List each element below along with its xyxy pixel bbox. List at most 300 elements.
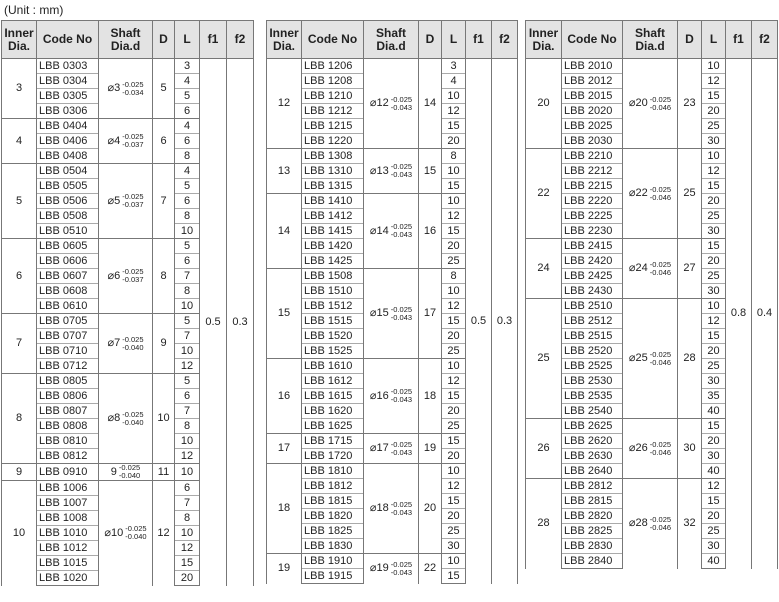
- length-cell: 10: [442, 284, 466, 299]
- code-no-cell: LBB 0607: [37, 269, 99, 284]
- length-cell: 10: [175, 526, 200, 541]
- code-no-cell: LBB 1610: [302, 359, 364, 374]
- code-no-cell: LBB 0810: [37, 434, 99, 449]
- code-no-cell: LBB 2012: [562, 74, 623, 89]
- outer-dia-cell: 7: [153, 164, 175, 239]
- shaft-value: [629, 516, 671, 532]
- code-no-cell: LBB 2825: [562, 524, 623, 539]
- code-no-cell: LBB 2812: [562, 479, 623, 494]
- code-no-cell: LBB 0910: [37, 464, 99, 481]
- outer-dia-cell: 6: [153, 119, 175, 164]
- inner-dia-cell: 16: [267, 359, 302, 434]
- length-cell: 12: [175, 449, 200, 464]
- length-cell: 25: [442, 419, 466, 434]
- length-cell: 20: [442, 509, 466, 524]
- inner-dia-cell: 15: [267, 269, 302, 359]
- outer-dia-cell: 20: [419, 464, 442, 554]
- tolerance-lower: -0.043: [390, 230, 413, 239]
- length-cell: 10: [442, 464, 466, 479]
- unit-label: (Unit : mm): [4, 3, 64, 17]
- length-cell: 10: [175, 299, 200, 314]
- shaft-tolerance: [122, 268, 143, 284]
- code-no-cell: LBB 2025: [562, 119, 623, 134]
- tolerance-lower: -0.046: [649, 267, 672, 277]
- length-cell: 12: [702, 74, 726, 89]
- shaft-dia-cell: [364, 434, 419, 464]
- tolerance-lower: -0.046: [649, 192, 672, 202]
- length-cell: 15: [702, 239, 726, 254]
- code-no-cell: LBB 1810: [302, 464, 364, 479]
- length-cell: 25: [702, 524, 726, 539]
- f2-cell: 0.3: [227, 59, 254, 586]
- code-no-cell: LBB 2510: [562, 299, 623, 314]
- code-no-cell: LBB 1615: [302, 389, 364, 404]
- code-no-cell: LBB 1412: [302, 209, 364, 224]
- inner-dia-cell: 24: [526, 239, 562, 299]
- code-no-cell: LBB 0505: [37, 179, 99, 194]
- shaft-value: [107, 268, 143, 284]
- code-no-cell: LBB 0608: [37, 284, 99, 299]
- inner-dia-cell: 26: [526, 419, 562, 479]
- length-cell: 10: [442, 194, 466, 209]
- shaft-value: [370, 223, 412, 239]
- shaft-dia-cell: [623, 239, 678, 299]
- header-l: L: [702, 21, 726, 59]
- outer-dia-cell: 18: [419, 359, 442, 434]
- header-code-no: Code No: [562, 21, 623, 59]
- shaft-dia-cell: [623, 479, 678, 569]
- length-cell: 4: [175, 119, 200, 134]
- length-cell: 12: [442, 479, 466, 494]
- shaft-value: [629, 351, 671, 367]
- length-cell: 15: [442, 389, 466, 404]
- header-d: D: [419, 21, 442, 59]
- shaft-dia-cell: [623, 59, 678, 149]
- code-no-cell: LBB 1620: [302, 404, 364, 419]
- code-no-cell: LBB 0305: [37, 89, 99, 104]
- code-no-cell: LBB 2820: [562, 509, 623, 524]
- code-no-cell: LBB 1206: [302, 59, 364, 74]
- shaft-dia-cell: [99, 374, 153, 464]
- shaft-value: [370, 501, 412, 517]
- shaft-dia-cell: [623, 149, 678, 239]
- code-no-cell: LBB 2015: [562, 89, 623, 104]
- length-cell: 12: [702, 314, 726, 329]
- shaft-value: [370, 561, 412, 577]
- header-f2: f2: [492, 21, 518, 59]
- length-cell: 5: [175, 179, 200, 194]
- code-no-cell: LBB 1812: [302, 479, 364, 494]
- tolerance-upper: -0.025: [122, 334, 144, 344]
- outer-dia-cell: 10: [153, 374, 175, 464]
- shaft-value: [629, 261, 671, 277]
- code-no-cell: LBB 1815: [302, 494, 364, 509]
- code-no-cell: LBB 2212: [562, 164, 623, 179]
- shaft-dia-cell: [99, 481, 153, 586]
- shaft-value: [107, 81, 143, 97]
- tolerance-lower: -0.040: [122, 417, 144, 427]
- tolerance-upper: -0.025: [122, 132, 144, 141]
- code-no-cell: LBB 1210: [302, 89, 364, 104]
- code-no-cell: LBB 1830: [302, 539, 364, 554]
- shaft-tolerance: [650, 261, 671, 277]
- inner-dia-cell: 18: [267, 464, 302, 554]
- code-no-cell: LBB 2220: [562, 194, 623, 209]
- outer-dia-cell: 5: [153, 59, 175, 119]
- length-cell: 15: [702, 179, 726, 194]
- shaft-value: [370, 441, 412, 457]
- length-cell: 7: [175, 496, 200, 511]
- code-no-cell: LBB 2430: [562, 284, 623, 299]
- shaft-dia-value: ⌀19: [369, 562, 389, 575]
- length-cell: 15: [442, 314, 466, 329]
- tolerance-upper: -0.025: [122, 409, 144, 419]
- table-row: [267, 59, 518, 74]
- length-cell: 25: [442, 524, 466, 539]
- inner-dia-cell: 28: [526, 479, 562, 569]
- shaft-tolerance: [122, 411, 143, 427]
- shaft-value: [104, 525, 146, 541]
- header-shaft-dia: Shaft Dia.d: [99, 21, 153, 59]
- code-no-cell: LBB 2535: [562, 389, 623, 404]
- code-no-cell: LBB 2020: [562, 104, 623, 119]
- code-no-cell: LBB 0712: [37, 359, 99, 374]
- shaft-tolerance: [122, 193, 143, 209]
- shaft-dia-cell: [623, 299, 678, 419]
- outer-dia-cell: 16: [419, 194, 442, 269]
- length-cell: 15: [702, 419, 726, 434]
- shaft-tolerance: [391, 501, 412, 517]
- shaft-value: [370, 96, 412, 112]
- shaft-value: [107, 133, 143, 149]
- header-inner-dia: Inner Dia.: [2, 21, 37, 59]
- code-no-cell: LBB 0705: [37, 314, 99, 329]
- tolerance-lower: -0.043: [390, 170, 413, 179]
- shaft-tolerance: [119, 464, 140, 480]
- shaft-dia-cell: [623, 419, 678, 479]
- length-cell: 8: [175, 511, 200, 526]
- length-cell: 6: [175, 194, 200, 209]
- length-cell: 10: [702, 299, 726, 314]
- code-no-cell: LBB 2415: [562, 239, 623, 254]
- inner-dia-cell: 19: [267, 554, 302, 584]
- code-no-cell: LBB 2525: [562, 359, 623, 374]
- shaft-dia-cell: [364, 59, 419, 149]
- length-cell: 20: [702, 509, 726, 524]
- code-no-cell: LBB 0707: [37, 329, 99, 344]
- length-cell: 30: [702, 539, 726, 554]
- code-no-cell: LBB 2530: [562, 374, 623, 389]
- shaft-dia-value: ⌀25: [628, 352, 648, 364]
- length-cell: 15: [442, 434, 466, 449]
- outer-dia-cell: 17: [419, 269, 442, 359]
- shaft-dia-cell: [364, 149, 419, 194]
- code-no-cell: LBB 0408: [37, 149, 99, 164]
- code-no-cell: LBB 2010: [562, 59, 623, 74]
- spec-table-1: [1, 20, 254, 586]
- length-cell: 15: [702, 89, 726, 104]
- f2-cell: 0.3: [492, 59, 518, 584]
- tolerance-lower: -0.037: [122, 275, 144, 284]
- code-no-cell: LBB 1015: [37, 556, 99, 571]
- shaft-tolerance: [650, 351, 671, 367]
- inner-dia-cell: 14: [267, 194, 302, 269]
- outer-dia-cell: 15: [419, 149, 442, 194]
- code-no-cell: LBB 2840: [562, 554, 623, 569]
- inner-dia-cell: 20: [526, 59, 562, 149]
- length-cell: 15: [442, 119, 466, 134]
- tolerance-upper: -0.025: [649, 514, 672, 524]
- tolerance-upper: -0.025: [125, 524, 147, 534]
- length-cell: 15: [442, 179, 466, 194]
- length-cell: 4: [175, 164, 200, 179]
- code-no-cell: LBB 1220: [302, 134, 364, 149]
- outer-dia-cell: 32: [678, 479, 702, 569]
- code-no-cell: LBB 1020: [37, 571, 99, 586]
- inner-dia-cell: 10: [2, 481, 37, 586]
- shaft-dia-cell: [99, 119, 153, 164]
- code-no-cell: LBB 0504: [37, 164, 99, 179]
- code-no-cell: LBB 0808: [37, 419, 99, 434]
- tolerance-lower: -0.043: [390, 395, 413, 404]
- shaft-dia-value: ⌀7: [107, 337, 121, 349]
- shaft-dia-cell: [364, 359, 419, 434]
- inner-dia-cell: 25: [526, 299, 562, 419]
- tolerance-upper: -0.025: [649, 259, 672, 269]
- tolerance-upper: -0.025: [649, 439, 672, 449]
- shaft-dia-cell: [99, 239, 153, 314]
- tolerance-lower: -0.046: [649, 357, 672, 367]
- length-cell: 4: [442, 74, 466, 89]
- shaft-tolerance: [391, 223, 412, 239]
- length-cell: 12: [702, 164, 726, 179]
- length-cell: 20: [442, 449, 466, 464]
- tolerance-lower: -0.043: [390, 312, 413, 322]
- tolerance-upper: -0.025: [122, 267, 144, 276]
- shaft-dia-value: ⌀6: [107, 269, 121, 282]
- length-cell: 10: [442, 359, 466, 374]
- length-cell: 20: [175, 571, 200, 586]
- shaft-dia-value: ⌀8: [107, 412, 121, 424]
- code-no-cell: LBB 0807: [37, 404, 99, 419]
- outer-dia-cell: 27: [678, 239, 702, 299]
- length-cell: 12: [175, 359, 200, 374]
- shaft-dia-value: ⌀15: [369, 307, 389, 319]
- code-no-cell: LBB 1525: [302, 344, 364, 359]
- tolerance-lower: -0.043: [390, 507, 413, 517]
- code-no-cell: LBB 1515: [302, 314, 364, 329]
- code-no-cell: LBB 1612: [302, 374, 364, 389]
- length-cell: 30: [702, 449, 726, 464]
- outer-dia-cell: 9: [153, 314, 175, 374]
- code-no-cell: LBB 1012: [37, 541, 99, 556]
- inner-dia-cell: 7: [2, 314, 37, 374]
- tolerance-upper: -0.025: [390, 387, 413, 396]
- code-no-cell: LBB 1007: [37, 496, 99, 511]
- tolerance-upper: -0.025: [649, 184, 672, 194]
- code-no-cell: LBB 2225: [562, 209, 623, 224]
- inner-dia-cell: 22: [526, 149, 562, 239]
- tolerance-lower: -0.034: [122, 87, 144, 97]
- tolerance-lower: -0.046: [649, 522, 672, 532]
- tolerance-upper: -0.025: [390, 559, 413, 569]
- length-cell: 40: [702, 404, 726, 419]
- inner-dia-cell: 4: [2, 119, 37, 164]
- outer-dia-cell: 12: [153, 481, 175, 586]
- length-cell: 10: [175, 434, 200, 449]
- shaft-tolerance: [122, 81, 143, 97]
- length-cell: 10: [175, 224, 200, 239]
- tolerance-lower: -0.040: [122, 342, 144, 352]
- tolerance-upper: -0.025: [649, 94, 672, 104]
- length-cell: 10: [702, 59, 726, 74]
- code-no-cell: LBB 1006: [37, 481, 99, 496]
- f1-cell: 0.5: [466, 59, 492, 584]
- length-cell: 20: [442, 239, 466, 254]
- tolerance-upper: -0.025: [390, 162, 413, 171]
- length-cell: 20: [702, 344, 726, 359]
- code-no-cell: LBB 1720: [302, 449, 364, 464]
- length-cell: 30: [702, 284, 726, 299]
- shaft-dia-value: ⌀24: [628, 262, 648, 274]
- length-cell: 20: [702, 254, 726, 269]
- length-cell: 20: [702, 434, 726, 449]
- tolerance-upper: -0.025: [390, 304, 413, 314]
- code-no-cell: LBB 2030: [562, 134, 623, 149]
- code-no-cell: LBB 2210: [562, 149, 623, 164]
- length-cell: 30: [702, 374, 726, 389]
- code-no-cell: LBB 0506: [37, 194, 99, 209]
- code-no-cell: LBB 2515: [562, 329, 623, 344]
- tolerance-upper: -0.025: [122, 192, 144, 201]
- header-l: L: [442, 21, 466, 59]
- length-cell: 6: [175, 104, 200, 119]
- code-no-cell: LBB 1715: [302, 434, 364, 449]
- length-cell: 10: [175, 344, 200, 359]
- length-cell: 4: [175, 74, 200, 89]
- table-row: [526, 59, 778, 74]
- shaft-dia-value: ⌀28: [628, 517, 648, 530]
- header-inner-dia: Inner Dia.: [267, 21, 302, 59]
- length-cell: 20: [442, 404, 466, 419]
- code-no-cell: LBB 0404: [37, 119, 99, 134]
- length-cell: 8: [442, 269, 466, 284]
- shaft-dia-cell: [99, 464, 153, 481]
- code-no-cell: LBB 0605: [37, 239, 99, 254]
- shaft-tolerance: [391, 388, 412, 404]
- shaft-dia-value: ⌀5: [107, 194, 121, 207]
- length-cell: 10: [442, 89, 466, 104]
- length-cell: 25: [702, 359, 726, 374]
- length-cell: 15: [175, 556, 200, 571]
- tolerance-upper: -0.025: [390, 222, 413, 231]
- length-cell: 12: [442, 104, 466, 119]
- spec-table-2: [266, 20, 518, 584]
- length-cell: 3: [175, 59, 200, 74]
- shaft-dia-value: ⌀3: [107, 82, 121, 94]
- code-no-cell: LBB 2630: [562, 449, 623, 464]
- header-shaft-dia: Shaft Dia.d: [623, 21, 678, 59]
- outer-dia-cell: 11: [153, 464, 175, 481]
- code-no-cell: LBB 0303: [37, 59, 99, 74]
- length-cell: 8: [175, 209, 200, 224]
- code-no-cell: LBB 1625: [302, 419, 364, 434]
- shaft-value: [107, 411, 143, 427]
- tolerance-lower: -0.037: [122, 140, 144, 149]
- shaft-dia-value: ⌀4: [107, 134, 121, 147]
- tolerance-lower: -0.040: [118, 471, 141, 480]
- length-cell: 7: [175, 329, 200, 344]
- length-cell: 7: [175, 404, 200, 419]
- code-no-cell: LBB 0606: [37, 254, 99, 269]
- header-code-no: Code No: [302, 21, 364, 59]
- length-cell: 6: [175, 254, 200, 269]
- shaft-dia-cell: [99, 59, 153, 119]
- f1-cell: 0.5: [200, 59, 227, 586]
- tolerance-upper: -0.025: [118, 463, 141, 472]
- length-cell: 35: [702, 389, 726, 404]
- tolerance-lower: -0.046: [649, 447, 672, 457]
- shaft-tolerance: [122, 336, 143, 352]
- length-cell: 20: [702, 104, 726, 119]
- header-code-no: Code No: [37, 21, 99, 59]
- shaft-value: [629, 96, 671, 112]
- length-cell: 30: [702, 134, 726, 149]
- length-cell: 25: [702, 269, 726, 284]
- spec-table-3: [525, 20, 778, 569]
- length-cell: 20: [442, 134, 466, 149]
- shaft-tolerance: [391, 561, 412, 577]
- length-cell: 40: [702, 554, 726, 569]
- code-no-cell: LBB 1820: [302, 509, 364, 524]
- code-no-cell: LBB 0805: [37, 374, 99, 389]
- tolerance-upper: -0.025: [390, 499, 413, 509]
- shaft-value: [370, 306, 412, 322]
- length-cell: 10: [175, 464, 200, 481]
- code-no-cell: LBB 2420: [562, 254, 623, 269]
- shaft-value: [370, 388, 412, 404]
- code-no-cell: LBB 2215: [562, 179, 623, 194]
- outer-dia-cell: 30: [678, 419, 702, 479]
- code-no-cell: LBB 1410: [302, 194, 364, 209]
- code-no-cell: LBB 1510: [302, 284, 364, 299]
- length-cell: 15: [442, 494, 466, 509]
- shaft-dia-cell: [364, 269, 419, 359]
- shaft-tolerance: [391, 96, 412, 112]
- tolerance-lower: -0.043: [390, 447, 413, 457]
- length-cell: 25: [442, 344, 466, 359]
- length-cell: 6: [175, 134, 200, 149]
- code-no-cell: LBB 2540: [562, 404, 623, 419]
- tolerance-lower: -0.040: [125, 532, 147, 542]
- shaft-value: [111, 464, 140, 480]
- code-no-cell: LBB 2230: [562, 224, 623, 239]
- length-cell: 8: [175, 149, 200, 164]
- header-f2: f2: [227, 21, 254, 59]
- length-cell: 8: [175, 284, 200, 299]
- inner-dia-cell: 12: [267, 59, 302, 149]
- length-cell: 12: [442, 374, 466, 389]
- length-cell: 3: [442, 59, 466, 74]
- tolerance-upper: -0.025: [122, 79, 144, 89]
- length-cell: 25: [702, 119, 726, 134]
- length-cell: 8: [442, 149, 466, 164]
- code-no-cell: LBB 1910: [302, 554, 364, 569]
- length-cell: 10: [442, 164, 466, 179]
- shaft-dia-cell: [99, 164, 153, 239]
- f1-cell: 0.8: [726, 59, 752, 569]
- code-no-cell: LBB 1508: [302, 269, 364, 284]
